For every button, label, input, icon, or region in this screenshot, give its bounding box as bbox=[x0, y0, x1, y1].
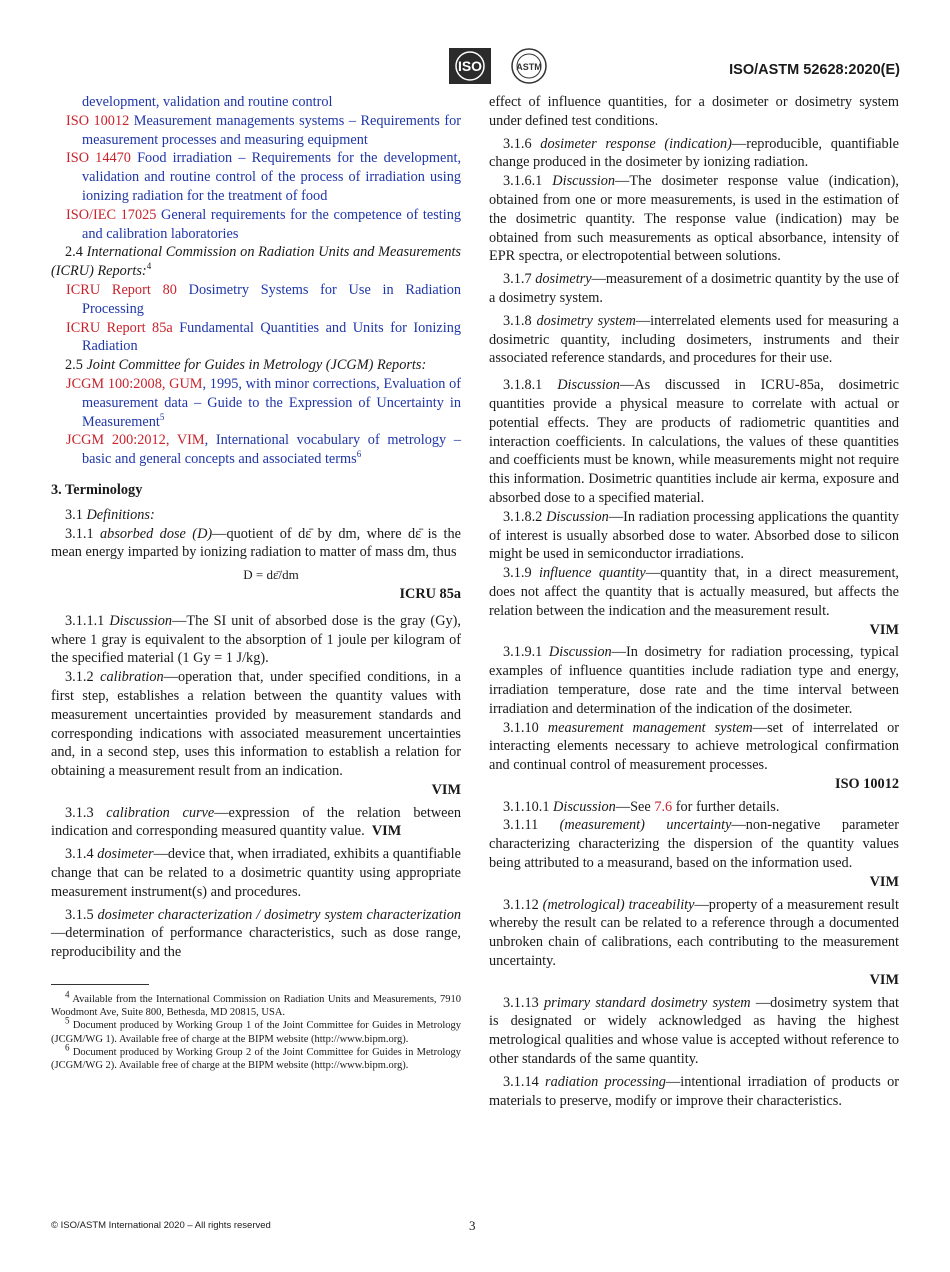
source-tag: VIM bbox=[869, 873, 899, 890]
reference-code: JCGM 100:2008, GUM bbox=[66, 375, 203, 392]
definition-dosimeter-characterization: 3.1.5 dosimeter characterization / dosimetry system characterization—determination of performance characteristics, such as dose range, reproducibility and the bbox=[51, 906, 461, 961]
reference-code: ISO/IEC 17025 bbox=[66, 206, 157, 223]
source-tag: ISO 10012 bbox=[835, 775, 899, 792]
reference-code: ICRU Report 85a bbox=[66, 319, 173, 336]
reference-code: ISO 10012 bbox=[66, 112, 130, 129]
reference-title: Measurement managements systems – Requirements for measurement processes and measuring equipment bbox=[82, 112, 461, 148]
left-column bbox=[51, 93, 461, 1072]
reference-iso11137-continued[interactable]: development, validation and routine control bbox=[82, 94, 333, 110]
footnote-6: $^6$ Document produced by Working Group 2 of the Joint Committee for Guides in Metrology (JCGM/WG 2). Available free of charge at the BIPM website (http://www.bipm.org). bbox=[51, 1042, 462, 1072]
definition-measurement-uncertainty: 3.1.11 (measurement) uncertainty—non-negative parameter characterizing characterizing the dispersion of the quantity values being attributed to a measurand, based on the information used. bbox=[489, 817, 899, 872]
term: primary standard dosimetry system bbox=[544, 994, 751, 1011]
reference-iso14470[interactable] bbox=[51, 149, 461, 205]
discussion-3-1-8-1: 3.1.8.1 Discussion—As discussed in ICRU-85a, dosimetric quantities provide a physical measure to correlate with actual or potential effects. They are products of radiometric quantities and interaction coefficients. In calculations, the values of these quantities and coefficients must be known, while measurements might not require this information. Dosimetric quantities include air kerma, exposure and absorbed dose to a specified material. bbox=[489, 377, 900, 506]
reference-code: JCGM 200:2012, VIM bbox=[66, 432, 205, 449]
reference-code: ISO 14470 bbox=[66, 150, 131, 167]
definition-absorbed-dose: 3.1.1 absorbed dose (D)—quotient of dε̄ by dm, where dε̄ is the mean energy imparted by ionizing radiation to matter of mass dm, thus bbox=[51, 525, 462, 561]
reference-title: Fundamental Quantities and Units for Ionizing Radiation bbox=[82, 319, 461, 355]
term: (metrological) traceability bbox=[542, 896, 695, 913]
page-number: 3 bbox=[469, 1218, 476, 1233]
discussion-3-1-8-2: 3.1.8.2 Discussion—In radiation processing applications the quantity of interest is usually absorbed dose to water. Absorbed dose to silicon might be used in semiconductor irradiations. bbox=[489, 508, 899, 563]
term: dosimeter response (indication) bbox=[540, 135, 732, 152]
term: dosimeter characterization / dosimetry system characterization bbox=[97, 906, 461, 923]
reference-iso10012[interactable] bbox=[51, 112, 461, 150]
definition-dosimeter-response: 3.1.6 dosimeter response (indication)—reproducible, quantifiable change produced in the dosimeter by ionizing radiation. bbox=[489, 135, 899, 171]
astm-logo bbox=[509, 46, 549, 86]
reference-jcgm100[interactable]: JCGM 100:2008, GUM, 1995, with minor corrections, Evaluation of measurement data – Guide to the Expression of Uncertainty in Measurement$^5$ bbox=[66, 375, 462, 430]
definition-dosimeter-characterization-continued: effect of influence quantities, for a dosimeter or dosimetry system under defined test conditions. bbox=[489, 94, 899, 129]
footnote-5: $^5$ Document produced by Working Group 1 of the Joint Committee for Guides in Metrology (JCGM/WG 1). Available free of charge at the BIPM website (http://www.bipm.org). bbox=[51, 1015, 462, 1045]
formula-absorbed-dose: D = dε̄/dm bbox=[243, 567, 299, 583]
source-tag: VIM bbox=[869, 621, 899, 638]
definition-measurement-management-system: 3.1.10 measurement management system—set of interrelated or interacting elements necessary to achieve metrological confirmation and continual control of measurement processes. bbox=[489, 719, 899, 774]
definition-metrological-traceability: 3.1.12 (metrological) traceability—property of a measurement result whereby the result can be related to a reference through a documented unbroken chain of calibrations, each contributing to the measurement uncertainty. bbox=[489, 896, 900, 970]
reference-iec17025[interactable] bbox=[51, 206, 461, 244]
footnote-ref-4: 4 bbox=[146, 261, 152, 272]
definition-radiation-processing: 3.1.14 radiation processing—intentional irradiation of products or materials to preserve, modify or improve their characteristics. bbox=[489, 1073, 900, 1109]
right-column bbox=[489, 93, 899, 1110]
header-logos bbox=[449, 46, 549, 86]
definition-dosimetry: 3.1.7 dosimetry—measurement of a dosimetric quantity by the use of a dosimetry system. bbox=[489, 271, 899, 306]
term: (measurement) uncertainty bbox=[559, 817, 732, 834]
section-heading-terminology: 3. Terminology bbox=[51, 481, 143, 498]
term: radiation processing bbox=[545, 1073, 666, 1090]
term: dosimetry system bbox=[536, 312, 636, 329]
iso-logo-text: ISO bbox=[457, 58, 483, 74]
definition-primary-standard-dosimetry-system: 3.1.13 primary standard dosimetry system —dosimetry system that is designated or widely acknowledged as having the highest metrological qualities and whose value is accepted without reference to other standards of the same quantity. bbox=[489, 994, 899, 1068]
definition-dosimeter: 3.1.4 dosimeter—device that, when irradiated, exhibits a quantifiable change that can be related to a dosimetric quantity using appropriate measurement instrument(s) and procedures. bbox=[51, 846, 461, 900]
discussion-3-1-1-1: 3.1.1.1 Discussion—The SI unit of absorbed dose is the gray (Gy), where 1 gray is equivalent to the absorption of 1 joule per kilogram of the specified material (1 Gy = 1 J/kg). bbox=[51, 612, 461, 667]
reference-title: Food irradiation – Requirements for the development, validation and routine control of the process of irradiation using ionizing radiation for the treatment of food bbox=[82, 150, 462, 204]
reference-code: ICRU Report 80 bbox=[66, 281, 177, 298]
source-tag: ICRU 85a bbox=[399, 585, 461, 602]
term: measurement management system bbox=[547, 719, 753, 736]
definition-calibration-curve: 3.1.3 calibration curve—expression of the relation between indication and corresponding measured quantity value. VIM bbox=[51, 804, 461, 840]
footnote-separator bbox=[51, 984, 149, 985]
reference-title: , International vocabulary of metrology – basic and general concepts and associated terms bbox=[82, 432, 461, 468]
term: calibration curve bbox=[106, 804, 215, 821]
reference-title: General requirements for the competence of testing and calibration laboratories bbox=[82, 206, 462, 242]
discussion-3-1-6-1: 3.1.6.1 Discussion—The dosimeter response value (indication), obtained from one or more measurements, is used in the estimation of the dosimetric quantity. The response value (indication) may be obtained from such measurements as optical absorbance, intensity of EPR spectra, or electropotential between solutions. bbox=[489, 173, 899, 265]
iso-logo bbox=[449, 48, 491, 84]
discussion-3-1-9-1: 3.1.9.1 Discussion—In dosimetry for radiation processing, typical examples of influence quantities include radiation type and energy, irradiation temperature, dose rate and the time interval between irradiation and determination of the indication of the dosimeter. bbox=[489, 644, 899, 717]
term: dosimeter bbox=[97, 846, 154, 863]
term: dosimetry bbox=[535, 271, 592, 288]
section-2-5: 2.5 Joint Committee for Guides in Metrology (JCGM) Reports: bbox=[65, 357, 427, 374]
reference-icru85a[interactable] bbox=[51, 319, 461, 357]
astm-logo-text: ASTM bbox=[516, 62, 542, 72]
definition-influence-quantity: 3.1.9 influence quantity—quantity that, in a direct measurement, does not affect the quantity that is actually measured, but affects the relation between the indication and the measurement result. bbox=[489, 565, 899, 619]
reference-title: , 1995, with minor corrections, Evaluation of measurement data – Guide to the Expression of Uncertainty in Measurement bbox=[82, 375, 462, 430]
section-2-4: 2.4 International Commission on Radiation Units and Measurements (ICRU) Reports:$^4$ bbox=[51, 244, 461, 280]
term: influence quantity bbox=[539, 565, 646, 582]
reference-title: Dosimetry Systems for Use in Radiation Processing bbox=[82, 281, 462, 317]
discussion-3-1-10-1: 3.1.10.1 Discussion—See 7.6 for further details. bbox=[503, 798, 780, 815]
term: calibration bbox=[100, 669, 164, 686]
copyright-notice: © ISO/ASTM International 2020 – All rights reserved bbox=[51, 1220, 271, 1231]
subsection-3-1: 3.1 Definitions: bbox=[65, 506, 155, 523]
term: absorbed dose (D) bbox=[100, 525, 213, 542]
cross-reference-link[interactable]: 7.6 bbox=[654, 798, 673, 815]
source-tag: VIM bbox=[431, 781, 461, 798]
definition-calibration: 3.1.2 calibration—operation that, under specified conditions, in a first step, establishes a relation between the quantity values with measurement uncertainties provided by measurement standards and corresponding indications with associated measurement uncertainties and, in a second step, uses this information to establish a relation for obtaining a measurement result from an indication. bbox=[51, 669, 461, 780]
reference-jcgm200[interactable]: JCGM 200:2012, VIM, International vocabulary of metrology – basic and general concepts and associated terms$^6$ bbox=[66, 432, 461, 468]
reference-icru80[interactable] bbox=[51, 281, 461, 319]
source-tag: VIM bbox=[869, 971, 899, 988]
source-tag: VIM bbox=[371, 823, 402, 840]
footnote-4: $^4$ Available from the International Commission on Radiation Units and Measurements, 7910 Woodmont Ave, Suite 800, Bethesda, MD 20815, USA. bbox=[51, 989, 462, 1019]
definition-dosimetry-system: 3.1.8 dosimetry system—interrelated elements used for measuring a dosimetric quantity, including dosimeters, instruments and their associated reference standards, and procedures for their use. bbox=[489, 312, 900, 367]
document-id: ISO/ASTM 52628:2020(E) bbox=[729, 62, 900, 78]
